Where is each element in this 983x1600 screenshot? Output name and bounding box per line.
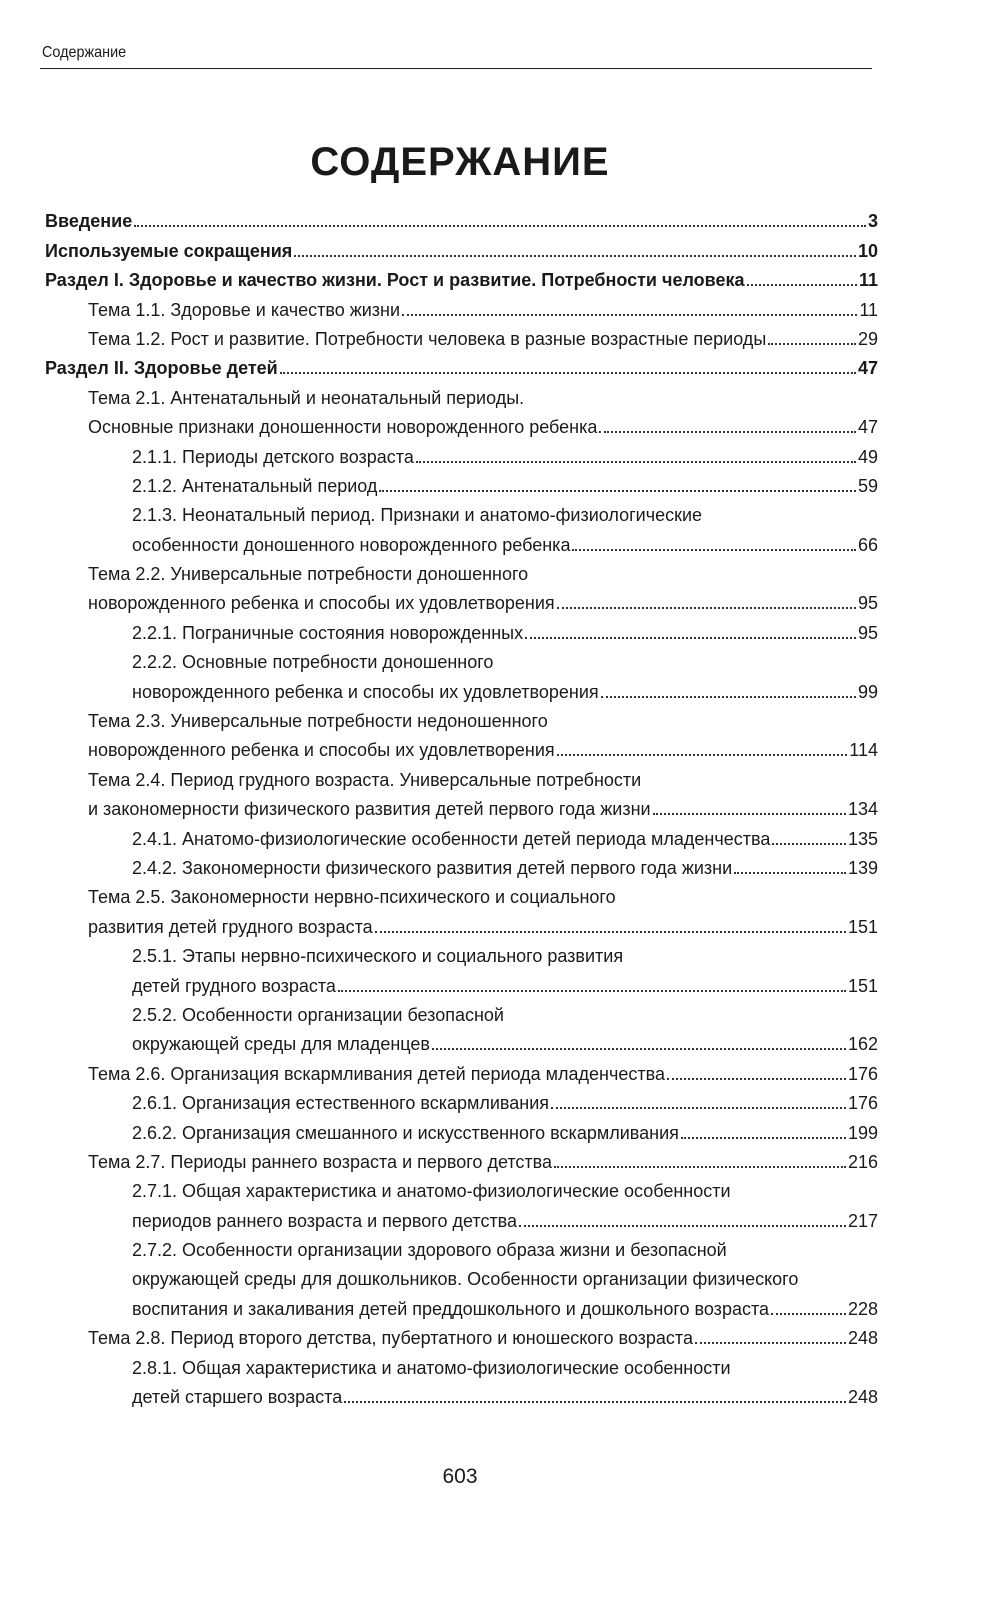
toc-entry-text: 2.6.2. Организация смешанного и искусственного вскармливания xyxy=(132,1122,679,1143)
toc-entry-line xyxy=(0,1114,878,1143)
dot-leader xyxy=(134,225,866,227)
dot-leader xyxy=(747,284,857,286)
toc-entry-text: 2.2.2. Основные потребности доношенного xyxy=(132,652,494,673)
toc-entry-text: окружающей среды для младенцев xyxy=(132,1034,430,1055)
toc-entry-line xyxy=(0,1290,878,1319)
page-number: 603 xyxy=(442,1465,478,1488)
toc-entry-text: 2.2.1. Пограничные состояния новорожденных xyxy=(132,622,524,643)
toc-entry-text: 2.6.1. Организация естественного вскармливания xyxy=(132,1093,550,1114)
toc-entry-line xyxy=(0,673,878,702)
toc-page-number: 10 xyxy=(857,240,878,261)
dot-leader xyxy=(525,637,856,639)
toc-entry-line xyxy=(0,497,878,526)
toc-entry-line xyxy=(0,1349,878,1378)
toc-entry-text: Тема 2.1. Антенатальный и неонатальный периоды. xyxy=(88,387,525,408)
toc-entry-line xyxy=(0,1320,878,1349)
toc-entry-text: периодов раннего возраста и первого детства xyxy=(132,1210,518,1231)
page-title: СОДЕРЖАНИЕ xyxy=(310,140,610,184)
toc-page-number: 162 xyxy=(847,1034,878,1055)
toc-entry-text: 2.4.1. Анатомо-физиологические особенности детей периода младенчества xyxy=(132,828,771,849)
toc-entry-line xyxy=(0,526,878,555)
toc-entry-line xyxy=(0,644,878,673)
toc-entry-line xyxy=(0,938,878,967)
toc-entry-text: 2.1.2. Антенатальный период xyxy=(132,475,378,496)
toc-entry-line xyxy=(0,409,878,438)
toc-page-number: 151 xyxy=(847,975,878,996)
toc-entry-text: новорожденного ребенка и способы их удовлетворения xyxy=(88,593,555,614)
toc-entry-line xyxy=(0,997,878,1026)
toc-page-number: 134 xyxy=(847,799,878,820)
toc-entry-line xyxy=(0,585,878,614)
toc-page-number: 66 xyxy=(857,534,878,555)
toc-page-number: 3 xyxy=(867,211,878,232)
toc-entry-line xyxy=(0,908,878,937)
toc-entry-text: Тема 1.2. Рост и развитие. Потребности человека в разные возрастные периоды xyxy=(88,328,767,349)
toc-entry-text: 2.8.1. Общая характеристика и анатомо-физиологические особенности xyxy=(132,1357,731,1378)
toc-page-number: 11 xyxy=(858,270,878,291)
dot-leader xyxy=(681,1137,846,1139)
toc-entry-line xyxy=(0,614,878,643)
header-rule xyxy=(40,68,872,69)
dot-leader xyxy=(375,931,846,933)
dot-leader xyxy=(734,872,846,874)
toc-page-number: 139 xyxy=(847,857,878,878)
toc-page-number: 151 xyxy=(847,916,878,937)
toc-entry-line xyxy=(0,379,878,408)
toc-entry-text: 2.1.3. Неонатальный период. Признаки и анатомо-физиологические xyxy=(132,505,703,526)
toc-entry-text: новорожденного ребенка и способы их удовлетворения xyxy=(88,740,555,761)
toc-entry-text: 2.5.2. Особенности организации безопасной xyxy=(132,1004,504,1025)
dot-leader xyxy=(601,696,856,698)
toc-entry-text: 2.7.1. Общая характеристика и анатомо-физиологические особенности xyxy=(132,1181,731,1202)
toc-entry-line xyxy=(0,1173,878,1202)
toc-entry-line xyxy=(0,732,878,761)
dot-leader xyxy=(344,1401,846,1403)
dot-leader xyxy=(771,1313,846,1315)
toc-entry-line xyxy=(0,438,878,467)
toc-entry-text: развития детей грудного возраста xyxy=(88,916,373,937)
toc-entry-text: Основные признаки доношенности новорожденного ребенка. xyxy=(88,417,603,438)
dot-leader xyxy=(338,990,846,992)
dot-leader xyxy=(432,1048,846,1050)
toc-entry-text: Раздел I. Здоровье и качество жизни. Рост и развитие. Потребности человека xyxy=(45,270,745,291)
toc-entry-line xyxy=(0,232,878,261)
toc-page-number: 135 xyxy=(847,828,878,849)
toc-entry-line xyxy=(0,1144,878,1173)
toc-entry-text: 2.4.2. Закономерности физического развития детей первого года жизни xyxy=(132,857,733,878)
dot-leader xyxy=(280,372,856,374)
toc-page-number: 216 xyxy=(847,1151,878,1172)
toc-entry-text: 2.5.1. Этапы нервно-психического и социального развития xyxy=(132,946,624,967)
toc-entry-line xyxy=(0,350,878,379)
toc-entry-line xyxy=(0,321,878,350)
toc-entry-text: Тема 2.6. Организация вскармливания детей периода младенчества xyxy=(88,1063,665,1084)
toc-entry-text: окружающей среды для дошкольников. Особенности организации физического xyxy=(132,1269,799,1290)
toc-entry-line xyxy=(0,1055,878,1084)
toc-entry-text: особенности доношенного новорожденного ребенка xyxy=(132,534,571,555)
toc-entry-line xyxy=(0,1202,878,1231)
toc-entry-text: Тема 2.3. Универсальные потребности недоношенного xyxy=(88,711,548,732)
dot-leader xyxy=(379,490,856,492)
toc-page-number: 29 xyxy=(857,328,878,349)
toc-entry-line xyxy=(0,556,878,585)
toc-page-number: 49 xyxy=(857,446,878,467)
toc-entry-line xyxy=(0,1379,878,1408)
toc-entry-line xyxy=(0,1232,878,1261)
toc-entry-text: 2.7.2. Особенности организации здорового образа жизни и безопасной xyxy=(132,1240,727,1261)
toc-page-number: 228 xyxy=(847,1298,878,1319)
dot-leader xyxy=(695,1342,846,1344)
toc-entry-text: Используемые сокращения xyxy=(45,240,293,261)
toc-entry-line xyxy=(0,1026,878,1055)
dot-leader xyxy=(554,1166,846,1168)
toc-entry-text: Введение xyxy=(45,211,133,232)
dot-leader xyxy=(519,1225,846,1227)
toc-page-number: 176 xyxy=(847,1093,878,1114)
toc-entry-text: Тема 2.8. Период второго детства, пубертатного и юношеского возраста xyxy=(88,1328,693,1349)
running-head: Содержание xyxy=(42,44,127,61)
dot-leader xyxy=(416,461,856,463)
toc-entry-line xyxy=(0,850,878,879)
dot-leader xyxy=(604,431,856,433)
toc-entry-text: Раздел II. Здоровье детей xyxy=(45,358,278,379)
toc-entry-text: Тема 2.5. Закономерности нервно-психического и социального xyxy=(88,887,616,908)
toc-entry-text: воспитания и закаливания детей преддошкольного и дошкольного возраста xyxy=(132,1298,770,1319)
toc-entry-text: новорожденного ребенка и способы их удовлетворения xyxy=(132,681,599,702)
toc-page-number: 95 xyxy=(857,593,878,614)
dot-leader xyxy=(572,549,856,551)
dot-leader xyxy=(653,813,846,815)
toc-entry-text: Тема 2.4. Период грудного возраста. Универсальные потребности xyxy=(88,769,642,790)
toc-entry-text: Тема 1.1. Здоровье и качество жизни xyxy=(88,299,401,320)
toc-entry-line xyxy=(0,262,878,291)
toc-entry-line xyxy=(0,761,878,790)
toc-page-number: 47 xyxy=(857,417,878,438)
dot-leader xyxy=(557,607,856,609)
toc-entry-line xyxy=(0,791,878,820)
dot-leader xyxy=(768,343,856,345)
toc-entry-line xyxy=(0,703,878,732)
toc-page-number: 99 xyxy=(857,681,878,702)
toc-page-number: 59 xyxy=(857,475,878,496)
toc-entry-text: Тема 2.7. Периоды раннего возраста и первого детства xyxy=(88,1151,553,1172)
toc-entry-text: 2.1.1. Периоды детского возраста xyxy=(132,446,414,467)
dot-leader xyxy=(772,843,846,845)
toc-page-number: 47 xyxy=(857,358,878,379)
toc-entry-line xyxy=(0,820,878,849)
toc-entry-text: и закономерности физического развития детей первого года жизни xyxy=(88,799,651,820)
toc-page-number: 114 xyxy=(849,740,878,761)
toc-page-number: 248 xyxy=(847,1387,878,1408)
toc-entry-line xyxy=(0,1085,878,1114)
toc-entry-text: Тема 2.2. Универсальные потребности доношенного xyxy=(88,564,529,585)
toc-page-number: 11 xyxy=(859,299,878,320)
dot-leader xyxy=(294,255,856,257)
toc-page-number: 199 xyxy=(847,1122,878,1143)
dot-leader xyxy=(557,754,848,756)
toc-page-number: 248 xyxy=(847,1328,878,1349)
table-of-contents xyxy=(0,203,983,1408)
toc-entry-line xyxy=(0,203,878,232)
toc-entry-line xyxy=(0,967,878,996)
toc-entry-line xyxy=(0,879,878,908)
toc-page-number: 176 xyxy=(847,1063,878,1084)
toc-entry-line xyxy=(0,468,878,497)
toc-entry-line xyxy=(0,291,878,320)
dot-leader xyxy=(402,314,857,316)
dot-leader xyxy=(667,1078,846,1080)
toc-entry-text: детей старшего возраста xyxy=(132,1387,343,1408)
toc-page-number: 217 xyxy=(847,1210,878,1231)
toc-entry-text: детей грудного возраста xyxy=(132,975,336,996)
toc-entry-line xyxy=(0,1261,878,1290)
dot-leader xyxy=(551,1107,846,1109)
toc-page-number: 95 xyxy=(857,622,878,643)
